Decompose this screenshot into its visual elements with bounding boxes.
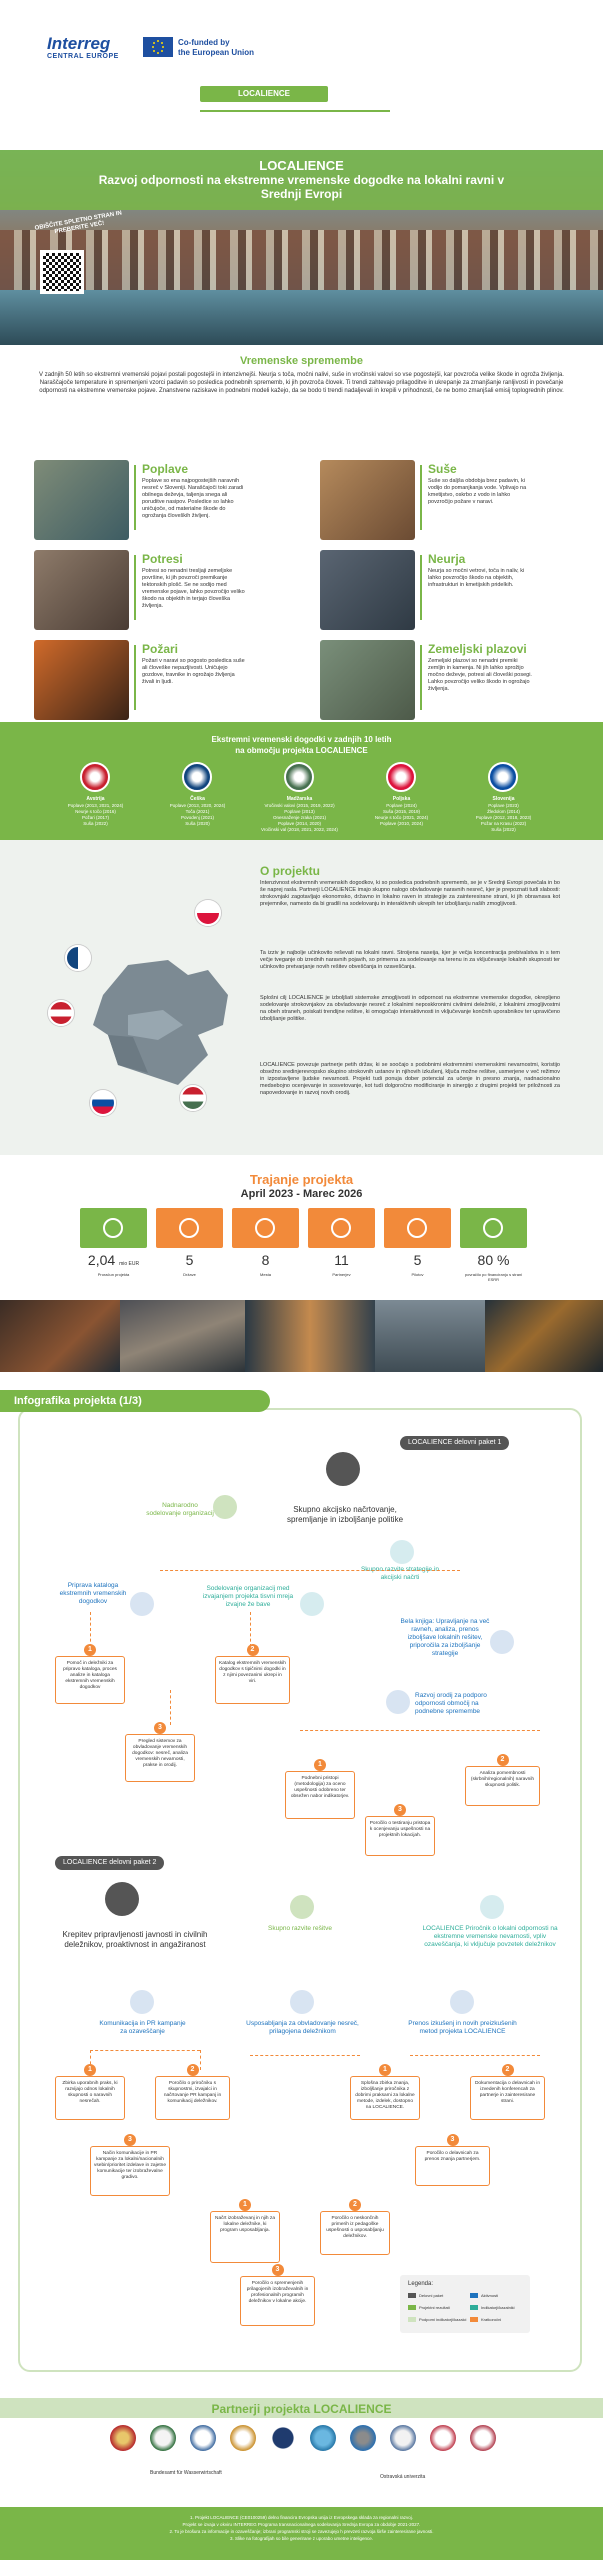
duration-title: Trajanje projekta — [249, 1172, 354, 1187]
cooperation-icon — [213, 1495, 237, 1519]
hazard-photo-po-ari — [34, 640, 129, 720]
connector-line — [250, 1612, 251, 1647]
stat-label: Proračun projekta — [97, 1272, 130, 1277]
wp1-col3-label: Bela knjiga: Upravljanje na več ravneh, analiza, prenos izboljšave lokalnih rešitev, priporočila za izboljšanje strategije — [400, 1618, 490, 1657]
output-box: Pomoč in deležniki za pripravo kataloga, proces analize in kataloga ekstremnih vremenskih dogodkov — [55, 1656, 125, 1704]
stat-value — [308, 1252, 375, 1268]
stat-icon-box — [308, 1208, 375, 1248]
legend — [400, 2275, 530, 2333]
partner-logo — [470, 2425, 496, 2451]
river-flood-photo — [375, 1300, 485, 1372]
photo-strip — [0, 1300, 603, 1372]
footer-line-3: 2. To je brošura za informacije in ozaveščanje; izbrani programski stroji se zavezujejo h prevzeti razvoja širše zainteresirane javnosti. — [169, 2529, 434, 2534]
eu-line-1: Co-funded by — [178, 38, 230, 47]
eu-cofunded-text — [178, 38, 254, 58]
legend-swatch — [408, 2305, 416, 2310]
poland-flag-icon — [195, 900, 221, 926]
austria-flag-icon — [48, 1000, 74, 1026]
work-package-1-badge: LOCALIENCE delovni paket 1 — [400, 1436, 509, 1450]
partner-name: Bundesamt für Wasserwirtschaft — [150, 2470, 222, 2476]
output-number-badge: 1 — [84, 2064, 96, 2076]
events-title — [0, 734, 603, 756]
country-flag-icon — [488, 762, 518, 792]
czech-flag-icon — [65, 945, 91, 971]
stat-icon-box — [80, 1208, 147, 1248]
hazard-title: Zemeljski plazovi — [428, 642, 527, 656]
hazard-title: Požari — [142, 642, 179, 656]
stat-label: Države — [183, 1272, 196, 1277]
country-events: Poplave (2013, 2020, 2024) Toča (2021) Povodenj (2021) Suša (2020) — [169, 803, 226, 826]
eu-flag-icon — [143, 37, 173, 57]
stat-number: 5 — [185, 1252, 194, 1268]
stat-icon — [103, 1218, 123, 1238]
hazard-photo-potresi — [34, 550, 129, 630]
handbook-icon — [480, 1895, 504, 1919]
hazard-photo-zemeljski-plazovi — [320, 640, 415, 720]
stat-icon-box — [232, 1208, 299, 1248]
wp2-right-label: LOCALIENCE Priročnik o lokalni odpornosti na ekstremne vremenske nevarnosti, vpliv ozaveščanja, ki vključuje povzetek deležnikov — [422, 1925, 558, 1948]
output-number-badge: 3 — [154, 1722, 166, 1734]
partner-logo — [390, 2425, 416, 2451]
legend-swatch — [470, 2317, 478, 2322]
page-footer — [0, 2507, 603, 2560]
project-badge: LOCALIENCE — [200, 86, 328, 102]
stat-icon-box — [384, 1208, 451, 1248]
legend-title: Legenda: — [408, 2281, 434, 2287]
output-box: Poročilo o spremenjenih prilagojenih izobraževalnih in profesionalnih programih deležnikov v lokalne akcije. — [240, 2276, 315, 2326]
stat-number: 11 — [334, 1252, 349, 1268]
footer-line-4: 3. Slike na fotografijah so bile generirane z uporabo umetne inteligence. — [229, 2536, 374, 2541]
partner-crest-logo — [110, 2425, 136, 2451]
catalog-icon — [130, 1592, 154, 1616]
header-divider — [200, 110, 390, 112]
output-box: Poročilo o testiranju pristopa k ocenjevanju uspešnosti na projektnih lokacijah. — [365, 1816, 435, 1856]
interreg-logo-sub: CENTRAL EUROPE — [47, 53, 119, 60]
stat-value — [384, 1252, 451, 1268]
stat-label: povračilo po financiranju s strani ESRR — [464, 1272, 523, 1282]
partner-logo — [350, 2425, 376, 2451]
output-box: Način komunikacije in PR kampanje za lokalni/nacionalnih vsebin/prioritet izdelave in zajetne komunikacije ter izobraževalne gradivo. — [90, 2146, 170, 2196]
hazard-text: Požari v naravi so pogosto posledica suše ali človeške nepazljivosti. Uničujejo gozdove, travnike in ogrožajo življenja živali in ljudi. — [142, 658, 245, 685]
hazard-divider — [420, 555, 422, 620]
legend-label: Podporni indikatorji/kazalci — [419, 2317, 467, 2322]
hazard-text: Zemeljski plazovi so nenadni premiki zemljin in kamenja. Ni jih lahko sprožijo močno deževje, potresi ali človeški posegi. Lahko povzročijo veliko škodo in ogrožajo življenja. — [428, 658, 532, 692]
storm-photo — [120, 1300, 245, 1372]
project-p3: Splošni cilj LOCALIENCE je izboljšati sistemske zmogljivosti in odpornost na ekstremne vremenske dogodke, okrepljeno sodelovanje strokovnjakov za obvladovanje nesreč z lokalnimi neposkkronimi civilnimi deležniki, z lokalnimi zmogljivostmi na obeh straneh, poiskati trendijne rešitve, ki omogočajo interaktivnosti in vključevanje končnih uporabnikov ter upravičeno izboljšanje politike. — [260, 995, 560, 1022]
page-header — [0, 0, 603, 150]
hero-subtitle: Razvoj odpornosti na ekstremne vremenske dogodke na lokalni ravni v Srednji Evropi — [98, 173, 505, 201]
connector-line — [200, 2050, 201, 2070]
organisation-icon — [300, 1592, 324, 1616]
country-name: Madžarska — [286, 796, 313, 802]
output-number-badge: 2 — [502, 2064, 514, 2076]
project-p4: LOCALIENCE povezuje partnerje petih držav, ki se soočajo s podobnimi ekstremnimi vremenskimi nevarnostmi, koristijo obsežno sredinjerevropsko skupino strokovnih ustanov in njihovih izkušenj, ključa možne rešitve, usmerjene v več režimov in izpostavljene ljudske nevarnosti. Projekt tudi ponuja dober potencial za učenje in presno znanja, nadnacionalno medsebojno ocenjevanje in sosvetovanje, kot tudi dolgoročno modificiranje in sinergijo z drugimi projekti ter priložnosti za napovedovanje in razvoj novih orodij. — [260, 1062, 560, 1096]
output-box: Pregled sistemov za obvladovanje vremenskih dogodkov: nesreč, analiza vremenskih nevarnosti, prakse in orodij. — [125, 1734, 195, 1782]
output-box: Poročilo o neskončnih primerih iz pedagoške uspešnosti o usposabljanju deležnikov. — [320, 2211, 390, 2255]
output-number-badge: 2 — [497, 1754, 509, 1766]
hazard-divider — [134, 645, 136, 710]
flood-night-photo — [245, 1300, 375, 1372]
stat-icon — [483, 1218, 503, 1238]
tools-icon — [386, 1690, 410, 1714]
hero-banner — [0, 150, 603, 345]
hazard-text: Neurja so močni vetrovi, toča in naliv, ki lahko povzročijo škodo na objektih, infrastrukturi in kmetijskih pridelkih. — [428, 568, 525, 588]
stat-icon-box — [156, 1208, 223, 1248]
stat-label: Mesta — [260, 1272, 271, 1277]
output-box: Načrt izobraževanj in njih za lokalne deležnike, ki program usposabljanja. — [210, 2211, 280, 2263]
hazard-text: Suše so daljša obdobja brez padavin, ki vodijo do pomanjkanja vode. Vplivajo na kmetijstvo, oskrbo z vodo in lahko povzročijo požare v naravi. — [428, 478, 527, 505]
connector-line — [90, 2050, 200, 2051]
duration-dates: April 2023 - Marec 2026 — [240, 1188, 363, 1200]
country-name: Češka — [190, 796, 205, 802]
hazard-title: Poplave — [142, 462, 189, 476]
hero-title: LOCALIENCE — [259, 158, 344, 173]
firefighter-photo — [485, 1300, 603, 1372]
solutions-icon — [290, 1895, 314, 1919]
wp2-mid-label: Skupno razvite rešitve — [268, 1925, 332, 1932]
campaign-icon — [130, 1990, 154, 2014]
country-name: Avstrija — [86, 796, 105, 802]
output-box: Analiza pomembnosti (skrbnih/regionalnih) naravnih skupnosti politik. — [465, 1766, 540, 1806]
country-name: Poljska — [392, 796, 411, 802]
stat-icon — [331, 1218, 351, 1238]
events-band — [0, 722, 603, 840]
wp1-right-label: Skupno razvite strategije in akcijski načrti — [360, 1566, 440, 1581]
hazard-divider — [134, 465, 136, 530]
stat-label: Partnerjev — [332, 1272, 351, 1277]
hazard-title: Suše — [428, 462, 457, 476]
public-awareness-icon — [105, 1882, 139, 1916]
country-flag-icon — [284, 762, 314, 792]
wp1-left-label: Nadnarodno sodelovanje organizacij — [146, 1502, 214, 1517]
events-title-line-2: na območju projekta LOCALIENCE — [235, 746, 368, 755]
country-events: Poplave (2023) Žledolom (2014) Poplave (2012, 2018, 2023) Požar na Krasu (2022) Suša (2022) — [475, 803, 532, 832]
stat-number: 80 % — [477, 1252, 510, 1268]
country-events: Poplave (2024) Suša (2015, 2019) Neurje s točo (2021, 2024) Poplave (2010, 2024) — [374, 803, 429, 826]
slovenia-flag-icon — [90, 1090, 116, 1116]
central-europe-map — [88, 955, 238, 1095]
connector-line — [160, 1570, 460, 1571]
output-number-badge: 1 — [239, 2199, 251, 2211]
policy-planning-icon — [326, 1452, 360, 1486]
partners-title: Partnerji projekta LOCALIENCE — [211, 2402, 392, 2416]
infographic-frame — [18, 1408, 582, 2372]
wp1-center-label: Skupno akcijsko načrtovanje, spremljanje in izboljšanje politike — [286, 1505, 404, 1524]
hazard-divider — [134, 555, 136, 620]
country-flag-icon — [80, 762, 110, 792]
output-box: Poročilo o delavnicah za prenos znanja partnerjem. — [415, 2146, 490, 2186]
hazard-text: Potresi so nenadni tresljaji zemeljske površine, ki jih povzroči premikanje tektonskih plošč. Se ne sodijo med vremenske pojave, lahko povzročijo veliko škodo na objektih in terjajo človeška življenja. — [142, 568, 245, 609]
project-title: O projektu — [260, 864, 321, 878]
project-p2: Ta izziv je najbolje učinkovito reševati na lokalni ravni. Stroijena naseija, kjer je večja koncentracija prebivalstva in s tem večje tveganje ob izrednih naravnih pojavih, so primerna za sodelovanje na terenu in za vključevanje lokalnih skupnosti ter učinkovito pretvarjanje novih rešitev obveščanja in ozaveščanja. — [260, 950, 560, 970]
partner-logo — [270, 2425, 296, 2451]
weather-section-title: Vremenske spremembe — [240, 355, 363, 367]
footer-line-1: 1. Projekt LOCALIENCE (CE0100259) delno financira Evropska unija iz Evropskega sklada za regionalni razvoj. — [189, 2515, 414, 2520]
connector-line — [410, 2055, 540, 2056]
legend-swatch — [470, 2305, 478, 2310]
output-box: Zbirka uporabnih praks, ki razvijajo odnos lokalnih skupnosti o naravnih nesrečah. — [55, 2076, 125, 2120]
stat-number: 2,04 — [87, 1252, 116, 1268]
stat-number: 8 — [261, 1252, 270, 1268]
stat-value — [156, 1252, 223, 1268]
eu-line-2: the European Union — [178, 48, 254, 57]
output-box: Katalog ekstremnih vremenskih dogodkov s tipičnimi dogodki in z njimi povezanimi ukrepi in viri. — [215, 1656, 290, 1704]
partner-logo — [430, 2425, 456, 2451]
connector-line — [90, 1612, 91, 1647]
country-events: Vročinski valovi (2015, 2019, 2022) Poplave (2013) Onesnaženje zraka (2021) Poplave (2014, 2020) Vročinski val (2018, 2021, 2022, 2024) — [261, 803, 338, 832]
output-number-badge: 2 — [187, 2064, 199, 2076]
output-box: Poročilo o priročniku s skupnostmi, izvajalci in načrtovanje PR kampanj in komunikacij deležnikov. — [155, 2076, 230, 2120]
partner-name: Ostravská univerzita — [380, 2474, 426, 2480]
legend-label: Aktivnosti — [481, 2293, 499, 2298]
hazard-text: Poplave so ena najpogostejših naravnih nesreč v Sloveniji. Naraščajoči toki zaradi obilnega deževja, taljenja snega ali poruditve nasipov. Posledice so lahko uničujoče, od materialne škode do ogrožanja človeških življenj. — [142, 478, 244, 519]
output-number-badge: 3 — [394, 1804, 406, 1816]
hazard-divider — [420, 465, 422, 530]
legend-label: Projektni rezultati — [419, 2305, 450, 2310]
hazard-title: Neurja — [428, 552, 466, 566]
output-box: Dokumentacija o delavnicah in izvedenih konferencah za partnerje in zainteresirane strani. — [470, 2076, 545, 2120]
legend-swatch — [470, 2293, 478, 2298]
stat-value — [460, 1252, 527, 1268]
wp2-center-label: Krepitev pripravljenosti javnosti in civilnih deležnikov, proaktivnost in angažiranost — [62, 1930, 208, 1949]
stat-value — [80, 1252, 147, 1268]
qr-caption: OBIŠČITE SPLETNO STRAN IN PREBERITE VEČ! — [34, 210, 123, 236]
output-number-badge: 1 — [379, 2064, 391, 2076]
stat-icon-box — [460, 1208, 527, 1248]
wp2-col3-label: Prenos izkušenj in novih preizkušenih metod projekta LOCALIENCE — [408, 2020, 517, 2035]
country-events: Poplave (2013, 2021, 2024) Neurje s točo (2016) Požari (2017) Suša (2022) — [67, 803, 124, 826]
output-box: Splošna zbirka znanja, izboljšanje priročnika z dobrimi praksami za lokalne metode, izdelek, dostopno na LOCALIENCE. — [350, 2076, 420, 2120]
stat-number: 5 — [413, 1252, 422, 1268]
stat-label: Pilotov — [411, 1272, 424, 1277]
stat-icon — [255, 1218, 275, 1238]
work-package-2-badge: LOCALIENCE delovni paket 2 — [55, 1856, 164, 1870]
wildfire-photo — [0, 1300, 120, 1372]
output-number-badge: 3 — [272, 2264, 284, 2276]
legend-swatch — [408, 2317, 416, 2322]
hungary-flag-icon — [180, 1085, 206, 1111]
legend-label: Indikatorji/kazalniki — [481, 2305, 515, 2310]
wp1-col4-label: Razvoj orodij za podporo odpornosti območij na podnebne spremembe — [415, 1692, 487, 1715]
hazard-divider — [420, 645, 422, 710]
hazard-photo-poplave — [34, 460, 129, 540]
white-paper-icon — [490, 1630, 514, 1654]
connector-line — [170, 1690, 171, 1725]
stat-icon — [179, 1218, 199, 1238]
partner-logo — [190, 2425, 216, 2451]
output-number-badge: 3 — [447, 2134, 459, 2146]
hazard-title: Potresi — [142, 552, 183, 566]
legend-label: Kratkoročni — [481, 2317, 502, 2322]
stat-unit: mio EUR — [119, 1261, 140, 1267]
stat-icon — [407, 1218, 427, 1238]
strategy-icon — [390, 1540, 414, 1564]
training-icon — [290, 1990, 314, 2014]
hazard-photo-neurja — [320, 550, 415, 630]
wp1-col1-label: Priprava kataloga ekstremnih vremenskih dogodkov — [59, 1582, 127, 1605]
partner-seal-logo — [150, 2425, 176, 2451]
legend-swatch — [408, 2293, 416, 2298]
country-flag-icon — [182, 762, 212, 792]
output-number-badge: 1 — [84, 1644, 96, 1656]
stat-value — [232, 1252, 299, 1268]
country-name: Slovenija — [492, 796, 515, 802]
output-number-badge: 3 — [124, 2134, 136, 2146]
output-box: Podnebni pristopi (metodologija) za oceno uspešnosti odobreno ter obsežen nabor indikatorjev. — [285, 1771, 355, 1819]
qr-code[interactable] — [40, 250, 84, 294]
output-number-badge: 2 — [247, 1644, 259, 1656]
wp1-col2-label: Sodelovanje organizacij med izvajanjem projekta tisvni mreja izvajne že bave — [202, 1585, 294, 1608]
interreg-logo: Interreg — [47, 34, 111, 53]
connector-line — [300, 1730, 540, 1731]
weather-intro: V zadnjih 50 letih so ekstremni vremenski pojavi postali pogostejši in intenzivnejši. Neurja s toča, močni nalivi, suše in vročinski valovi so vse pogostejši, kar povzroča velike škode in ogroža življenja. Naraščajoče temperature in spremenjeni vzorci padavin so posledica podnebnih sprememb, ki jih povzroča človek. Ti trendi zahtevajo prilagoditve in ukrepanje za zmanjšanje ranljivosti in povečanje odpornosti na ekstremne vremenske pojave. Znanstvene raziskave in podnebni modeli kažejo, da se bodo ti trendi nadaljevali in krepili v prihodnosti, če ne bomo zmanjšali emisij toplogrednih plinov. — [39, 372, 564, 394]
infographic-title: Infografika projekta (1/3) — [0, 1390, 270, 1412]
footer-line-2: Projekt se izvaja v okviru INTERREG Programa transnacionalnega sodelovanja Srednja Evropa za obdobje 2021-2027. — [182, 2522, 421, 2527]
legend-label: Delovni paket — [419, 2293, 444, 2298]
country-flag-icon — [386, 762, 416, 792]
partner-logo — [230, 2425, 256, 2451]
flooded-village-image — [0, 230, 603, 290]
wp2-col1-label: Komunikacija in PR kampanje za ozaveščanje — [99, 2020, 186, 2035]
connector-line — [250, 2055, 360, 2056]
events-title-line-1: Ekstremni vremenski dogodki v zadnjih 10 letih — [211, 735, 392, 744]
transfer-icon — [450, 1990, 474, 2014]
output-number-badge: 2 — [349, 2199, 361, 2211]
partner-logo — [310, 2425, 336, 2451]
flood-water-image — [0, 290, 603, 345]
wp2-col2-label: Usposabljanja za obvladovanje nesreč, prilagojena deležnikom — [246, 2020, 359, 2035]
project-p1: Intenzivnost ekstremnih vremenskih dogodkov, ki so posledica podnebnih sprememb, se je v Srednji Evropi povečala in bo še naprej rasla. Partnerji LOCALIENCE imajo skupno nalogo obvladovanje naravnih nesreč, kjer je prepoznati tudi slabosti: strokovnjaki zagotavljajo ekonomsko, državno in lokalno raven in strategije za zainteresirane strani, ki jih obravnava kot prejemnike, namesto da bi gradili na sodelovanju in interaktivnih ukrepih ter izboljšanju naših zmogljivosti. — [260, 880, 560, 907]
output-number-badge: 1 — [314, 1759, 326, 1771]
hazard-photo-su-e — [320, 460, 415, 540]
